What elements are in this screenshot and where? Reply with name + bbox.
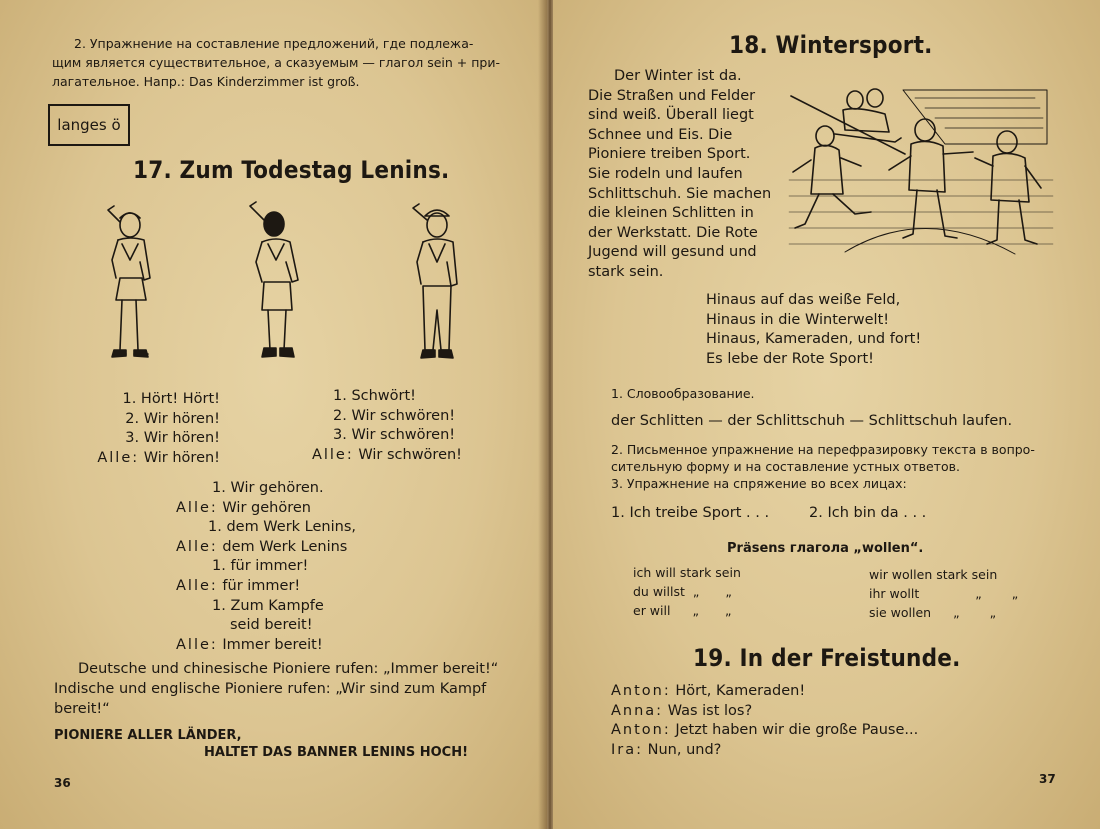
poem-line: Es lebe der Rote Sport! — [706, 350, 874, 367]
page-number-left: 36 — [54, 776, 71, 790]
exercise-2-right-line-1: 2. Письменное упражнение на перефразировку текста в вопро- — [611, 442, 1035, 457]
dialogue-line: Anton: Hört, Kameraden! — [611, 683, 806, 699]
paragraph-line: stark sein. — [588, 263, 664, 280]
conjugation-line: er will „ „ — [633, 603, 732, 618]
chant-center-line: 1. Wir gehören. — [212, 480, 324, 496]
poem-line: Hinaus in die Winterwelt! — [706, 311, 890, 328]
chant-left-line: 3. Wir hören! — [125, 430, 220, 446]
chant-left-line: Alle: Wir hören! — [97, 449, 220, 466]
pioneer-figure-1-illustration — [90, 200, 170, 375]
chant-center-line: 1. für immer! — [212, 558, 309, 575]
left-page — [0, 0, 547, 829]
closing-paragraph-line-3: bereit!“ — [54, 701, 110, 717]
exercise-3-heading: 3. Упражнение на спряжение во всех лицах: — [611, 476, 907, 491]
winter-skating-illustration — [785, 84, 1057, 264]
slogan-line-1: PIONIERE ALLER LÄNDER, — [54, 728, 242, 743]
winter-poem — [706, 291, 921, 369]
chant-left-column — [80, 390, 220, 468]
chant-left-line: 2. Wir hören! — [125, 410, 220, 427]
closing-paragraph-line-2: Indische und englische Pioniere rufen: „Wir sind zum Kampf — [54, 681, 487, 697]
chant-right-line: Alle: Wir schwören! — [311, 446, 462, 463]
section-17-title: 17. Zum Todestag Lenins. — [133, 156, 450, 184]
conjugation-line: ihr wollt „ „ — [869, 586, 1019, 601]
chant-center-line: 1. dem Werk Lenins, — [208, 519, 356, 536]
chant-center-line: Alle: dem Werk Lenins — [176, 538, 348, 555]
pioneer-figure-3-illustration — [395, 200, 475, 375]
paragraph-line: Schnee und Eis. Die — [588, 126, 733, 143]
paragraph-line: der Werkstatt. Die Rote — [588, 224, 758, 241]
exercise-2-line-3: лагательное. Напр.: Das Kinderzimmer ist groß. — [52, 74, 360, 89]
phonetic-box-text: langes ö — [57, 116, 121, 134]
chant-center-block — [176, 479, 356, 655]
paragraph-line: Jugend will gesund und — [588, 244, 757, 261]
paragraph-line: Der Winter ist da. — [614, 68, 742, 84]
slogan-line-2: HALTET DAS BANNER LENINS HOCH! — [204, 745, 469, 760]
conjugation-right — [869, 565, 1018, 622]
paragraph-line: die kleinen Schlitten in — [588, 205, 754, 222]
chant-right-line: 1. Schwört! — [333, 388, 416, 404]
conjugation-line: sie wollen „ „ — [869, 605, 997, 620]
conjugation-left — [633, 563, 741, 620]
section-19-title: 19. In der Freistunde. — [693, 644, 961, 672]
exercise-2-right-line-2: сительную форму и на составление устных ответов. — [611, 459, 960, 474]
conjugation-line: ich will stark sein — [633, 565, 741, 580]
chant-center-line: Alle: für immer! — [176, 577, 301, 594]
paragraph-line: Die Straßen und Felder — [588, 87, 756, 104]
exercise-2-line-1: 2. Упражнение на составление предложений, где подлежа- — [74, 36, 474, 51]
praesens-heading: Präsens глагола „wollen“. — [727, 541, 924, 556]
chant-center-line: Alle: Immer bereit! — [176, 636, 323, 653]
page-number-right: 37 — [1039, 772, 1056, 786]
poem-line: Hinaus auf das weiße Feld, — [706, 292, 901, 308]
poem-line: Hinaus, Kameraden, und fort! — [706, 331, 922, 348]
right-page — [553, 0, 1100, 829]
exercise-1-heading: 1. Словообразование. — [611, 386, 755, 401]
dialogue-line: Anton: Jetzt haben wir die große Pause... — [611, 722, 919, 738]
exercise-2-line-2: щим является существительное, а сказуемым — глагол sein + при- — [52, 55, 500, 70]
phonetic-box-label — [48, 104, 130, 146]
chant-left-line: 1. Hört! Hört! — [122, 391, 220, 407]
paragraph-line: Schlittschuh. Sie machen — [588, 185, 772, 202]
wintersport-paragraph — [588, 67, 771, 283]
exercise-3-item-1: 1. Ich treibe Sport . . . — [611, 505, 770, 521]
conjugation-line: wir wollen stark sein — [869, 567, 998, 582]
paragraph-line: sind weiß. Überall liegt — [588, 107, 754, 124]
chant-center-line: 1. Zum Kampfe — [212, 597, 324, 614]
exercise-1-words: der Schlitten — der Schlittschuh — Schlittschuh laufen. — [611, 413, 1013, 429]
chant-center-line: Alle: Wir gehören — [176, 499, 311, 516]
paragraph-line: Pioniere treiben Sport. — [588, 146, 751, 163]
pioneer-figure-2-illustration — [236, 200, 316, 375]
chant-right-line: 3. Wir schwören! — [333, 427, 456, 443]
chant-right-column — [290, 387, 462, 465]
exercise-3-item-2: 2. Ich bin da . . . — [809, 505, 927, 521]
dialogue-line: Ira: Nun, und? — [611, 741, 722, 758]
dialogue-block — [611, 682, 918, 760]
chant-center-line: seid bereit! — [230, 617, 313, 634]
section-18-title: 18. Wintersport. — [729, 31, 933, 59]
chant-right-line: 2. Wir schwören! — [333, 407, 456, 424]
closing-paragraph-line-1: Deutsche und chinesische Pioniere rufen: „Immer bereit!“ — [78, 661, 499, 677]
paragraph-line: Sie rodeln und laufen — [588, 165, 743, 182]
conjugation-line: du willst „ „ — [633, 584, 732, 599]
dialogue-line: Anna: Was ist los? — [611, 702, 753, 719]
